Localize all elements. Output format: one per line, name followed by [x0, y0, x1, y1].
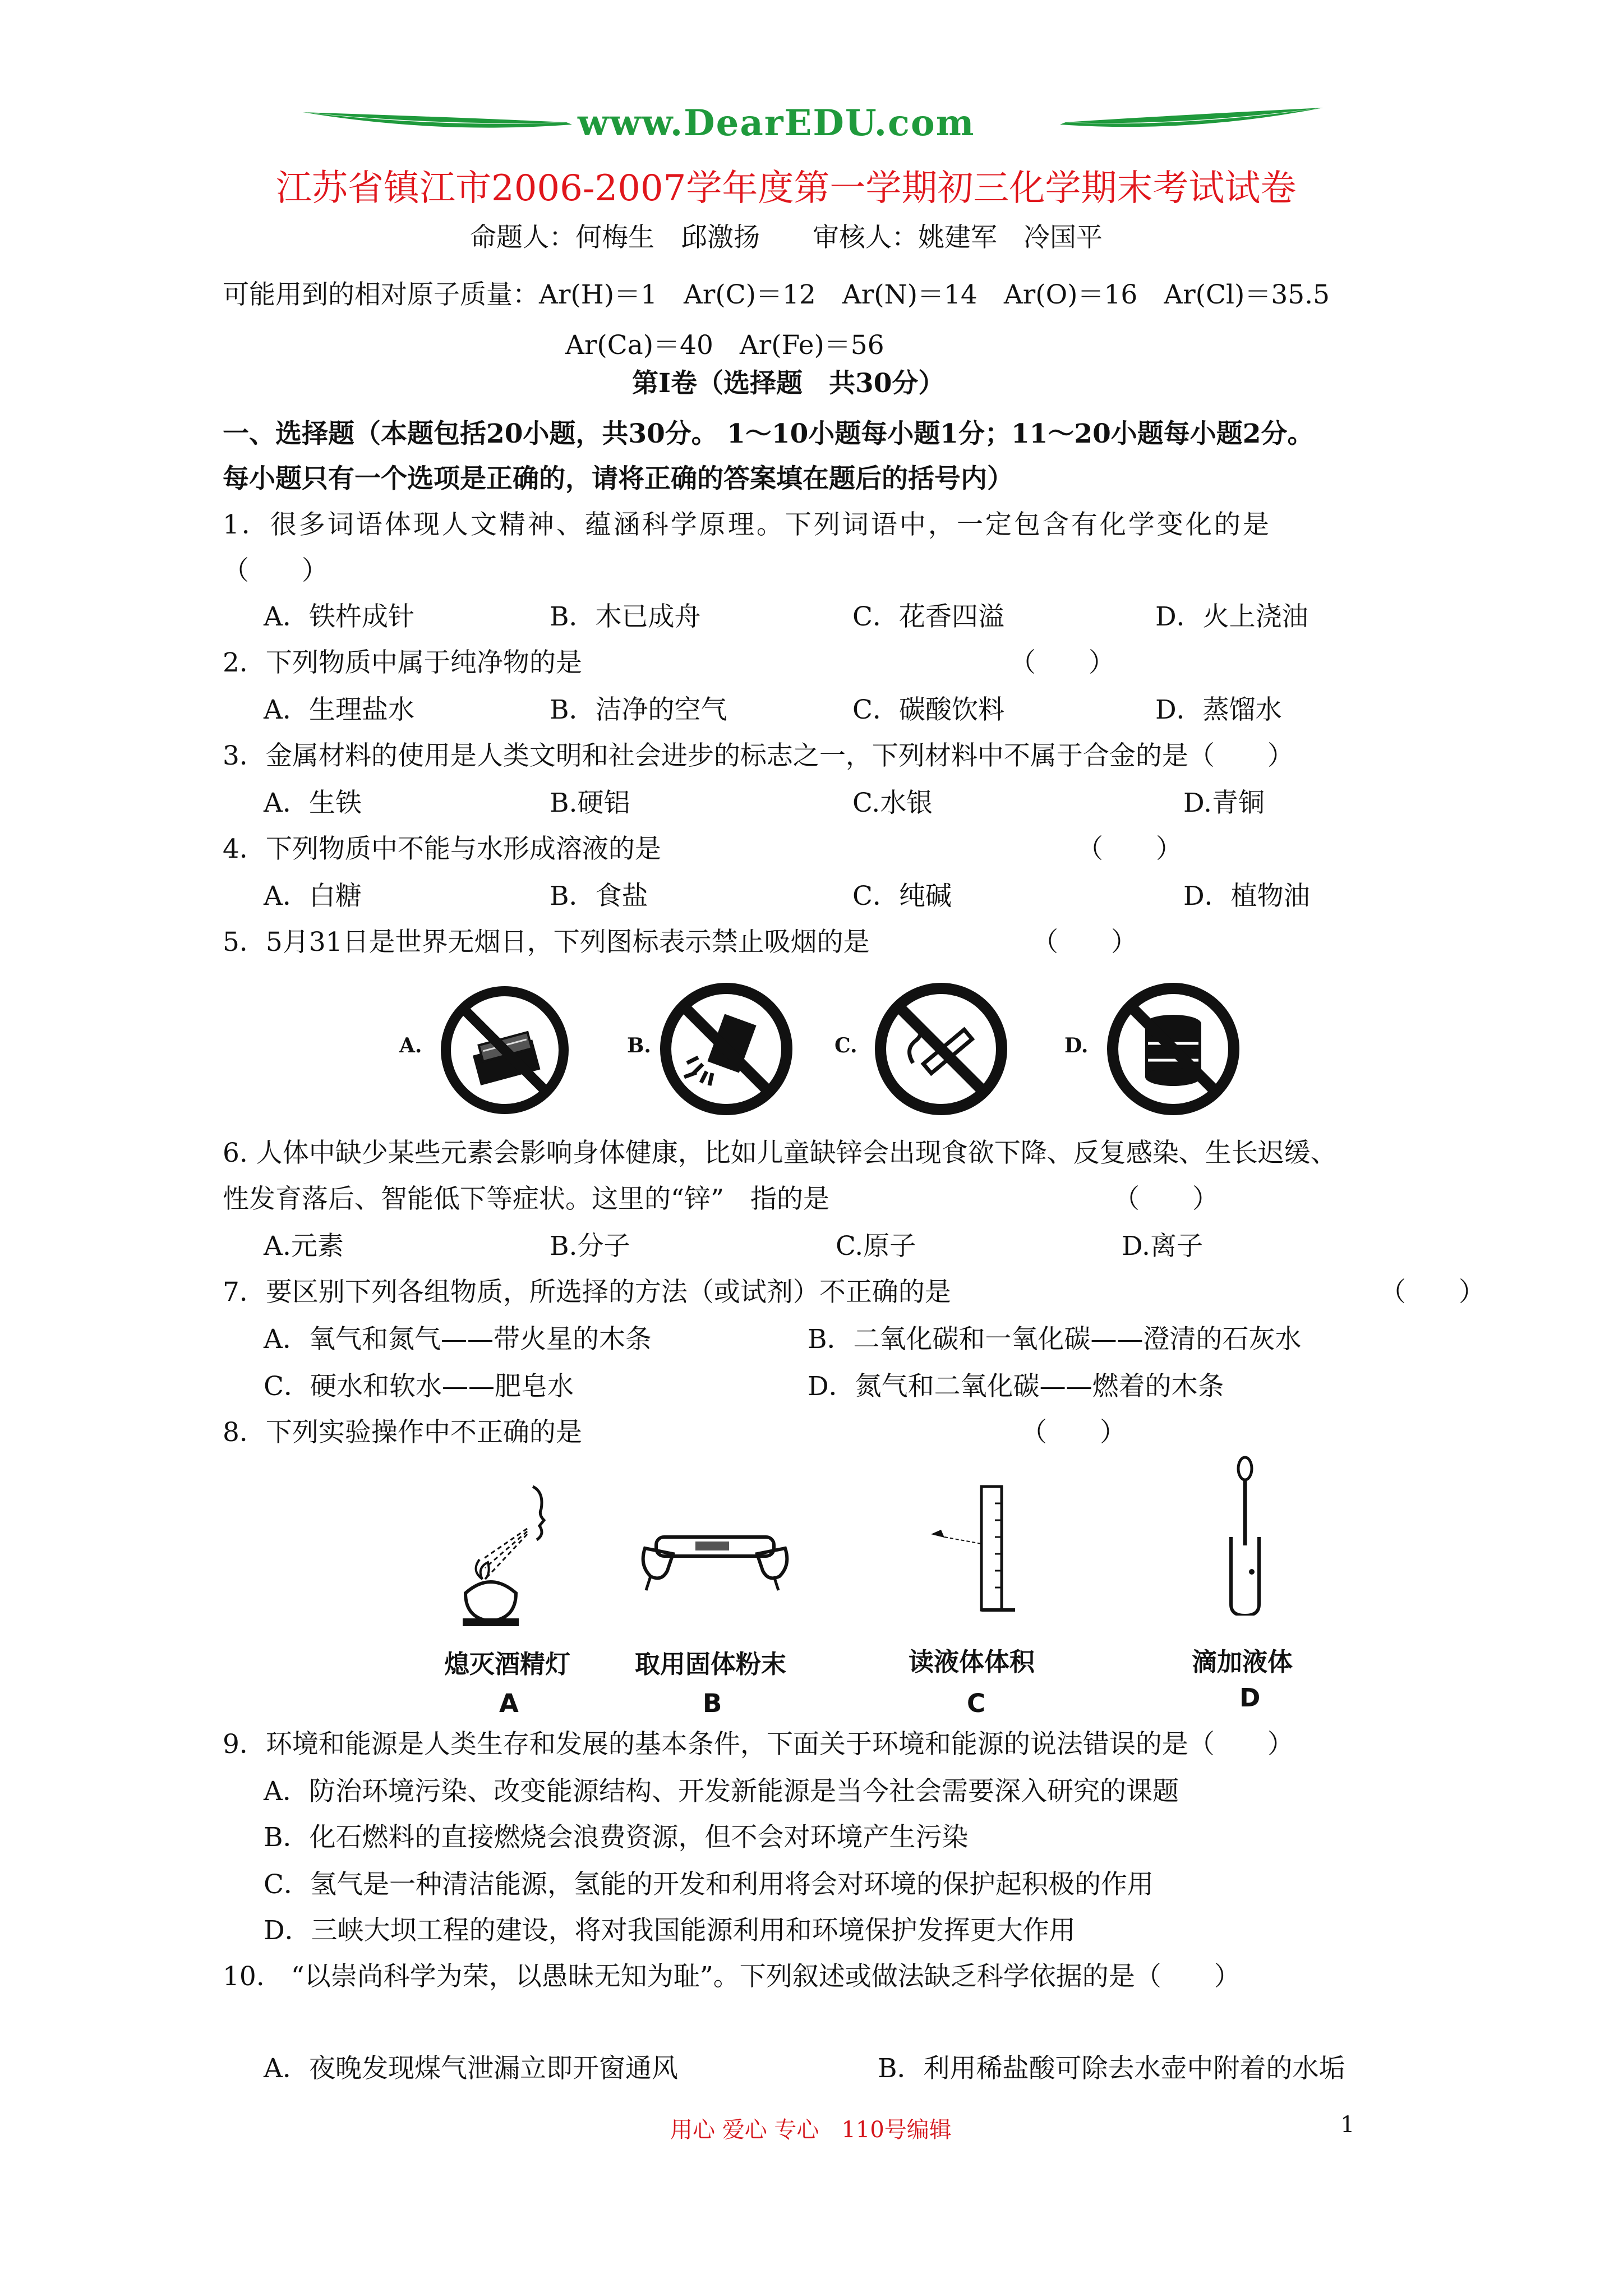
atomic-mass-line-1: 可能用到的相对原子质量：Ar(H)＝1 Ar(C)＝12 Ar(N)＝14 Ar(O)＝16 Ar(Cl)＝35.5 — [223, 279, 1330, 310]
q3-option-d: D.青铜 — [1183, 788, 1265, 818]
q7-option-c: C．硬水和软水——肥皂水 — [264, 1371, 574, 1402]
q6-option-d: D.离子 — [1122, 1231, 1203, 1262]
q7-option-d: D．氮气和二氧化碳——燃着的木条 — [808, 1371, 1224, 1402]
q5-stem: 5．5月31日是世界无烟日，下列图标表示禁止吸烟的是 — [223, 927, 870, 958]
q2-stem: 2．下列物质中属于纯净物的是 — [223, 647, 582, 678]
q3-option-c: C.水银 — [852, 788, 933, 818]
q1-option-d: D．火上浇油 — [1155, 601, 1308, 632]
q5-paren: （ ） — [1032, 927, 1137, 958]
section-title: 第Ⅰ卷（选择题 共30分） — [632, 368, 945, 399]
q4-paren: （ ） — [1077, 834, 1182, 864]
q4-option-a: A．白糖 — [264, 881, 362, 912]
q6-option-c: C.原子 — [836, 1231, 916, 1262]
q8-stem: 8．下列实验操作中不正确的是 — [223, 1417, 582, 1448]
q7-option-b: B．二氧化碳和一氧化碳——澄清的石灰水 — [808, 1324, 1302, 1355]
q3-stem: 3．金属材料的使用是人类文明和社会进步的标志之一，下列材料中不属于合金的是（ ） — [223, 740, 1294, 771]
q8-label-c: C — [967, 1688, 986, 1718]
reading-liquid-volume-illustration — [920, 1481, 1032, 1616]
q9-stem: 9．环境和能源是人类生存和发展的基本条件，下面关于环境和能源的说法错误的是（ ） — [223, 1729, 1294, 1760]
no-matches-sign-icon — [435, 983, 575, 1117]
footer-text: 用心 爱心 专心 110号编辑 — [670, 2117, 952, 2143]
q10-stem: 10. “以崇尚科学为荣，以愚昧无知为耻”。下列叙述或做法缺乏科学依据的是（ ） — [223, 1961, 1241, 1992]
q6-stem-line-2: 性发育落后、智能低下等症状。这里的“锌” 指的是 — [223, 1184, 830, 1214]
q5-label-d: D. — [1064, 1034, 1089, 1057]
q7-option-a: A．氧气和氮气——带火星的木条 — [264, 1324, 652, 1355]
q2-option-b: B．洁净的空气 — [550, 694, 727, 725]
site-url: www.DearEDU.com — [578, 102, 975, 144]
q8-caption-c: 读液体体积 — [909, 1647, 1035, 1677]
q8-paren: （ ） — [1021, 1417, 1126, 1448]
dropping-liquid-illustration — [1206, 1453, 1284, 1616]
q1-stem: 1．很多词语体现人文精神、蕴涵科学原理。下列词语中，一定包含有化学变化的是 — [223, 509, 1271, 540]
q4-stem: 4．下列物质中不能与水形成溶液的是 — [223, 834, 661, 864]
q2-option-c: C．碳酸饮料 — [852, 694, 1004, 725]
instructions-line-1: 一、选择题（本题包括20小题，共30分。 1～10小题每小题1分；11～20小题每小题2分。 — [223, 418, 1314, 449]
q8-caption-d: 滴加液体 — [1192, 1647, 1293, 1677]
atomic-mass-line-2: Ar(Ca)＝40 Ar(Fe)＝56 — [565, 330, 884, 361]
authors-line: 命题人：何梅生 邱激扬 审核人：姚建军 冷国平 — [470, 222, 1103, 253]
q1-option-a: A．铁杵成针 — [264, 601, 414, 632]
q8-label-d: D — [1239, 1683, 1261, 1713]
q2-paren: （ ） — [1009, 647, 1115, 678]
q6-stem-line-1: 6. 人体中缺少某些元素会影响身体健康，比如儿童缺锌会出现食欲下降、反复感染、生长迟缓、 — [223, 1138, 1337, 1168]
q7-stem: 7．要区别下列各组物质，所选择的方法（或试剂）不正确的是 — [223, 1277, 951, 1308]
q8-caption-b: 取用固体粉末 — [635, 1649, 787, 1679]
q2-option-d: D．蒸馏水 — [1155, 694, 1282, 725]
q3-option-a: A．生铁 — [264, 788, 362, 818]
q9-option-d: D．三峡大坝工程的建设，将对我国能源利用和环境保护发挥更大作用 — [264, 1915, 1076, 1946]
q6-option-b: B.分子 — [550, 1231, 630, 1262]
q3-option-b: B.硬铝 — [550, 788, 630, 818]
q4-option-b: B．食盐 — [550, 881, 648, 912]
page-number: 1 — [1340, 2112, 1355, 2138]
q8-label-a: A — [499, 1688, 519, 1718]
q8-label-b: B — [703, 1688, 722, 1718]
q9-option-c: C．氢气是一种清洁能源，氢能的开发和利用将会对环境的保护起积极的作用 — [264, 1869, 1154, 1900]
instructions-line-2: 每小题只有一个选项是正确的，请将正确的答案填在题后的括号内） — [223, 463, 1013, 494]
q7-paren: （ ） — [1380, 1277, 1485, 1308]
q9-option-a: A．防治环境污染、改变能源结构、开发新能源是当今社会需要深入研究的课题 — [264, 1776, 1179, 1807]
q9-option-b: B．化石燃料的直接燃烧会浪费资源，但不会对环境产生污染 — [264, 1822, 969, 1853]
q5-label-a: A. — [399, 1034, 422, 1057]
q6-paren: （ ） — [1113, 1184, 1219, 1214]
q10-option-b: B．利用稀盐酸可除去水壶中附着的水垢 — [878, 2053, 1345, 2084]
blowing-out-alcohol-lamp-illustration — [449, 1475, 572, 1644]
q4-option-c: C．纯碱 — [852, 881, 952, 912]
q5-label-c: C. — [834, 1034, 857, 1057]
q1-option-b: B．木已成舟 — [550, 601, 701, 632]
no-smoking-sign-icon — [868, 979, 1014, 1119]
q5-label-b: B. — [627, 1034, 651, 1057]
page-title: 江苏省镇江市2006-2007学年度第一学期初三化学期末考试试卷 — [276, 168, 1297, 209]
q1-option-c: C．花香四溢 — [852, 601, 1004, 632]
q6-option-a: A.元素 — [264, 1231, 344, 1262]
no-flammable-barrel-sign-icon — [1100, 979, 1246, 1119]
no-fireworks-sign-icon — [653, 979, 799, 1119]
q8-caption-a: 熄灭酒精灯 — [444, 1649, 571, 1679]
q4-option-d: D．植物油 — [1183, 881, 1310, 912]
taking-solid-powder-illustration — [634, 1515, 796, 1604]
q1-paren: （ ） — [223, 555, 328, 586]
q10-option-a: A．夜晚发现煤气泄漏立即开窗通风 — [264, 2053, 678, 2084]
q2-option-a: A．生理盐水 — [264, 694, 414, 725]
